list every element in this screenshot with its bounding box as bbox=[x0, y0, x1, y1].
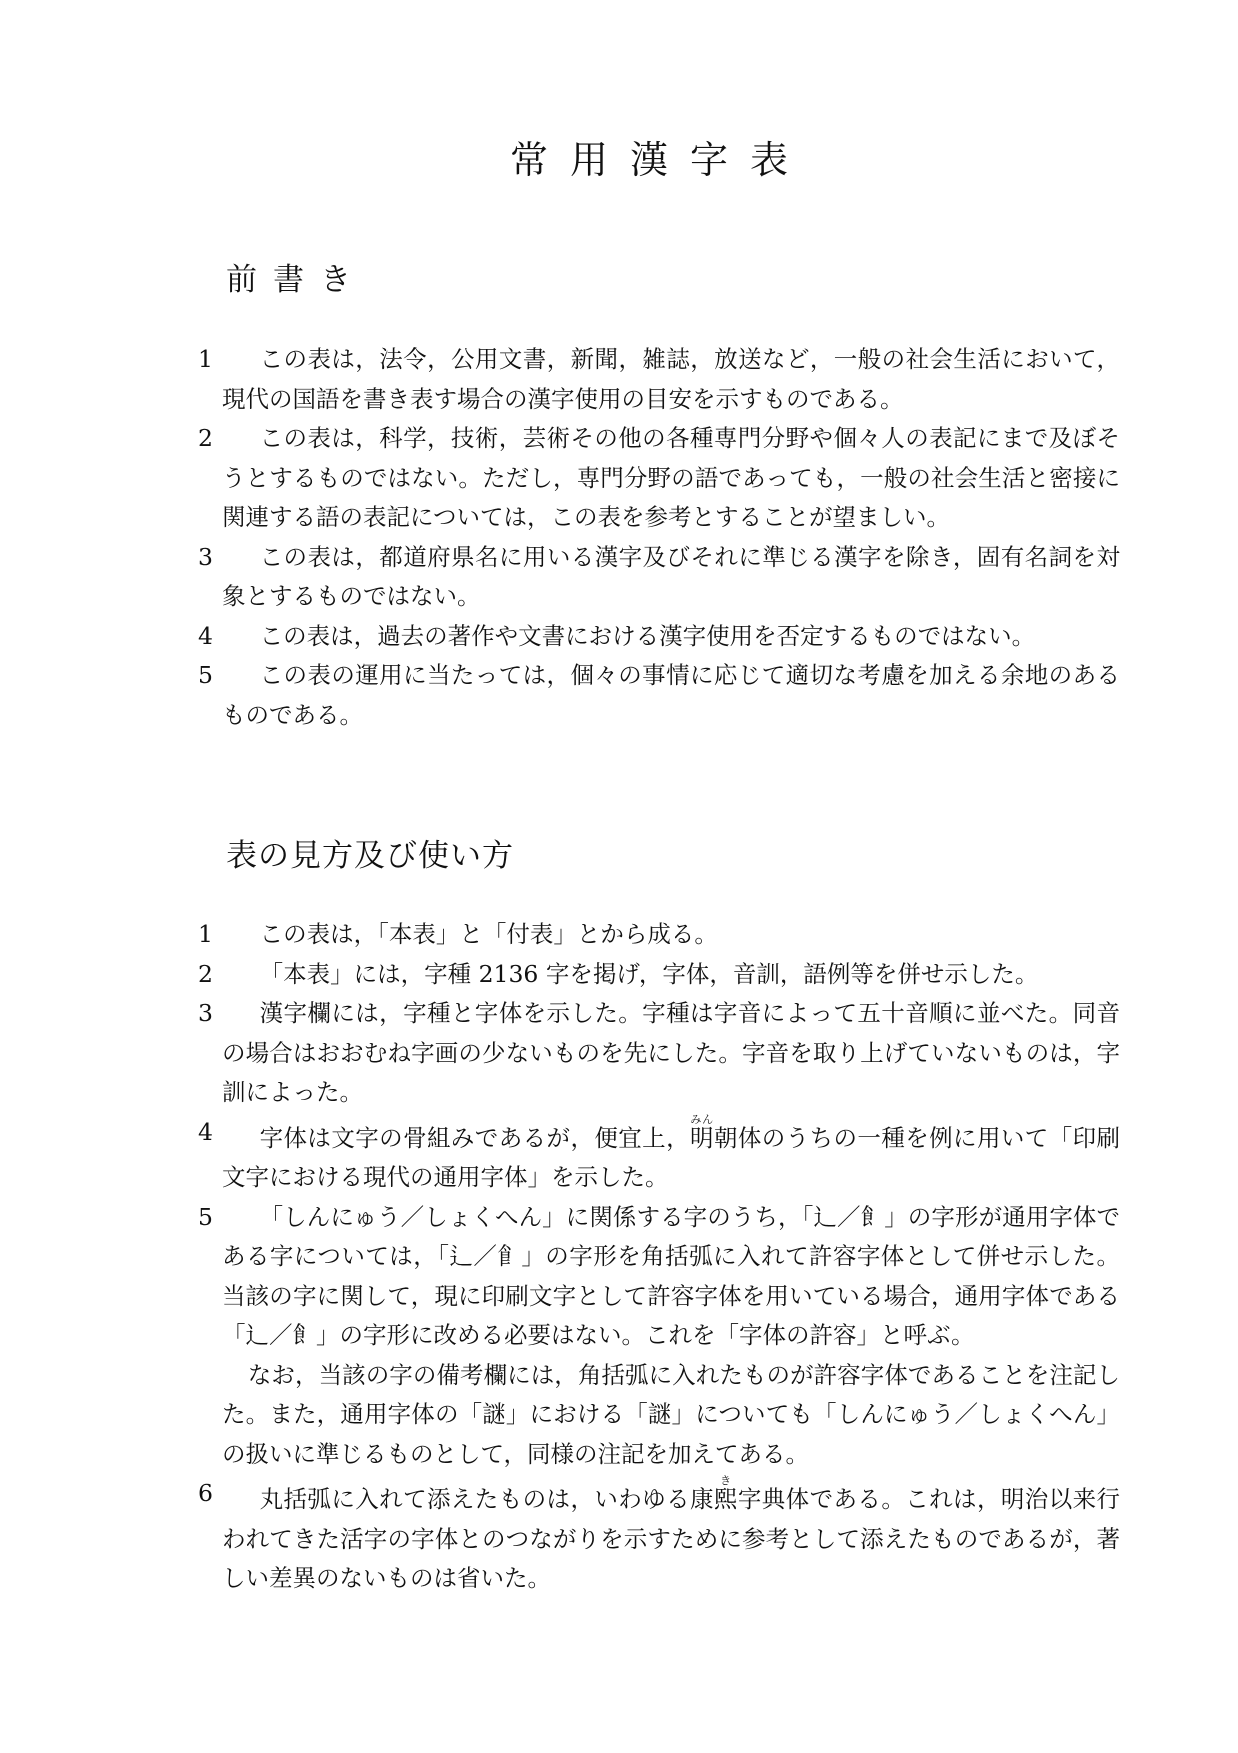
howto-heading: 表の見方及び使い方 bbox=[226, 838, 514, 874]
item-number: 5 bbox=[198, 1202, 213, 1231]
list-item bbox=[198, 1113, 1120, 1198]
item-text: 字体は文字の骨組みであるが，便宜上，明みん朝体のうちの一種を例に用いて「印刷文字における現代の通用字体」を示した。 bbox=[222, 1112, 1121, 1191]
list-item bbox=[198, 617, 1120, 657]
item-number: 6 bbox=[198, 1479, 213, 1507]
item-text: この表は，過去の著作や文書における漢字使用を否定するものではない。 bbox=[259, 621, 1036, 650]
item-number: 3 bbox=[198, 999, 213, 1027]
ruby-reading: き bbox=[713, 1474, 738, 1487]
list-item bbox=[198, 419, 1120, 538]
list-item bbox=[198, 994, 1120, 1113]
item-number: 2 bbox=[198, 424, 213, 452]
list-item bbox=[198, 955, 1120, 995]
list-item bbox=[198, 656, 1120, 735]
list-item bbox=[198, 1474, 1120, 1599]
item-text: この表の運用に当たっては，個々の事情に応じて適切な考慮を加える余地のあるものである。 bbox=[222, 661, 1120, 729]
item-text: 丸括弧に入れて添えたものは，いわゆる康熙き字典体である。これは，明治以来行われてきた活字の字体とのつながりを示すために参考として添えたものであるが，著しい差異のないものは省いた。 bbox=[222, 1474, 1121, 1592]
list-item bbox=[198, 915, 1120, 955]
item-number: 4 bbox=[198, 1117, 213, 1146]
item-text: この表は，科学，技術，芸術その他の各種専門分野や個々人の表記にまで及ぼそうとするものではない。ただし，専門分野の語であっても，一般の社会生活と密接に関連する語の表記については，この表を参考とすることが望ましい。 bbox=[222, 424, 1120, 531]
item-text: この表は，都道府県名に用いる漢字及びそれに準じる漢字を除き，固有名詞を対象とするものではない。 bbox=[222, 542, 1120, 610]
item-number: 2 bbox=[198, 959, 213, 988]
item-number: 1 bbox=[198, 345, 213, 373]
ruby-reading: みん bbox=[690, 1112, 714, 1126]
list-item bbox=[198, 340, 1120, 419]
preface-list bbox=[198, 340, 1120, 735]
item-text: この表は，「本表」と「付表」とから成る。 bbox=[259, 920, 718, 948]
howto-list bbox=[198, 915, 1120, 1599]
item-number: 3 bbox=[198, 542, 213, 571]
list-item bbox=[198, 538, 1120, 617]
item-text: 「本表」には，字種 2136 字を掲げ，字体，音訓，語例等を併せ示した。 bbox=[259, 959, 1039, 988]
ruby-annotation: 明みん bbox=[690, 1112, 714, 1152]
ruby-annotation: 熙き bbox=[713, 1474, 738, 1513]
document-title: 常用漢字表 bbox=[509, 138, 810, 182]
item-number: 4 bbox=[198, 621, 213, 650]
item-text: 「しんにゅう／しょくへん」に関係する字のうち，「辶／飠」の字形が通用字体である字については，「⻍／𩙿」の字形を角括弧に入れて許容字体として併せ示した。当該の字に関して，現に印刷文字として許容字体を用いている場合，通用字体である「辶／飠」の字形に改める必要はない。これを「字体の許容」と呼ぶ。 bbox=[222, 1202, 1120, 1349]
item-text: 漢字欄には，字種と字体を示した。字種は字音によって五十音順に並べた。同音の場合はおおむね字画の少ないものを先にした。字音を取り上げていないものは，字訓によった。 bbox=[222, 999, 1120, 1106]
item-text: この表は，法令，公用文書，新聞，雑誌，放送など，一般の社会生活において，現代の国語を書き表す場合の漢字使用の目安を示すものである。 bbox=[222, 345, 1120, 413]
preface-heading: 前書き bbox=[226, 262, 367, 298]
item-number: 5 bbox=[198, 661, 213, 689]
item-note: なお，当該の字の備考欄には，角括弧に入れたものが許容字体であることを注記した。また，通用字体の「謎」における「謎」についても「しんにゅう／しょくへん」の扱いに準じるものとして，同様の注記を加えてある。 bbox=[222, 1360, 1120, 1468]
item-number: 1 bbox=[198, 920, 213, 948]
list-item bbox=[198, 1198, 1120, 1475]
